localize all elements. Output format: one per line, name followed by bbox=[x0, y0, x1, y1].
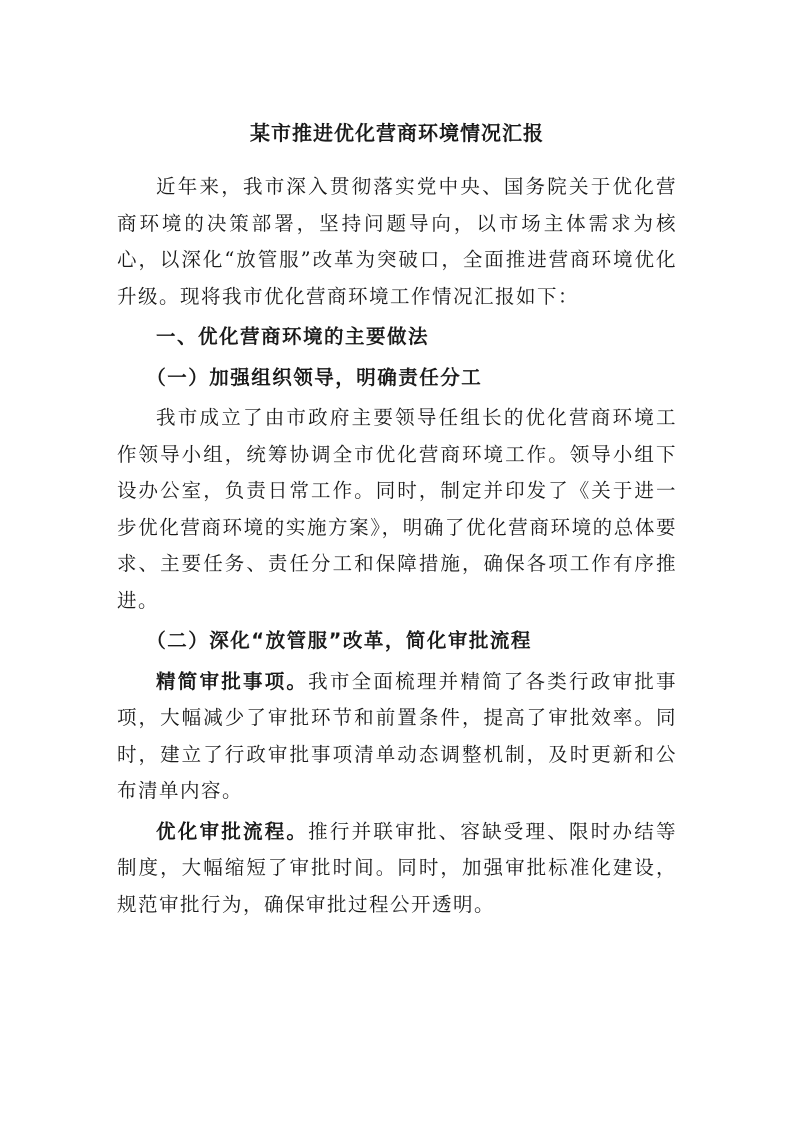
item-lead-streamline: 精简审批事项。 bbox=[156, 669, 309, 693]
document-title: 某市推进优化营商环境情况汇报 bbox=[250, 121, 544, 145]
subsection-heading-2: （二）深化“放管服”改革，简化审批流程 bbox=[146, 629, 532, 652]
item-body-streamline: 我市全面梳理并精简了各类行政审批事项，大幅减少了审批环节和前置条件，提高了审批效率。同时，建立了行政审批事项清单动态调整机制，及时更新和公布清单内容。 bbox=[117, 669, 677, 802]
subsection-heading-1: （一）加强组织领导，明确责任分工 bbox=[146, 365, 483, 389]
document-body bbox=[117, 117, 677, 927]
subsection-1-paragraph: 我市成立了由市政府主要领导任组长的优化营商环境工作领导小组，统筹协调全市优化营商环境工作。领导小组下设办公室，负责日常工作。同时，制定并印发了《关于进一步优化营商环境的实施方案》，明确了优化营商环境的总体要求、主要任务、责任分工和保障措施，确保各项工作有序推进。 bbox=[117, 406, 677, 612]
item-paragraph-streamline bbox=[117, 664, 677, 810]
section-heading-1: 一、优化营商环境的主要做法 bbox=[156, 325, 430, 348]
intro-paragraph: 近年来，我市深入贯彻落实党中央、国务院关于优化营商环境的决策部署，坚持问题导向，以市场主体需求为核心，以深化“放管服”改革为突破口，全面推进营商环境优化升级。现将我市优化营商环境工作情况汇报如下： bbox=[117, 175, 677, 308]
item-paragraph-optimize bbox=[117, 814, 677, 924]
item-body-optimize: 推行并联审批、容缺受理、限时办结等制度，大幅缩短了审批时间。同时，加强审批标准化建设，规范审批行为，确保审批过程公开透明。 bbox=[117, 819, 677, 916]
item-lead-optimize: 优化审批流程。 bbox=[156, 819, 309, 843]
